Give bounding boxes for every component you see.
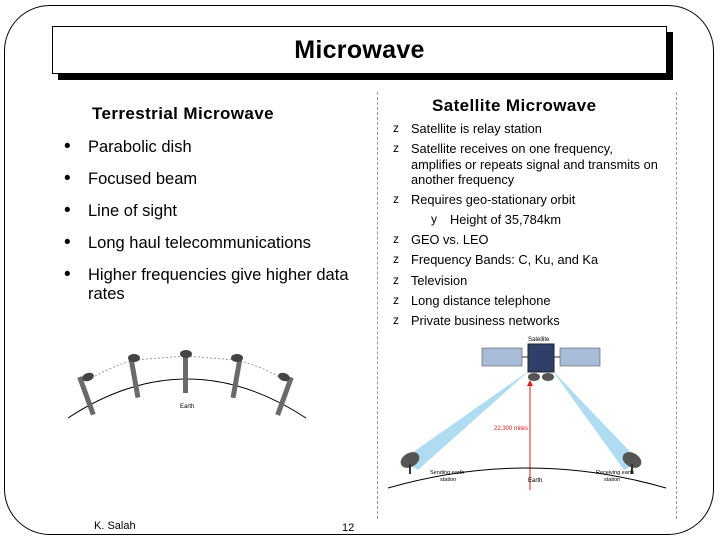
satellite-bullet: z Satellite receives on one frequency, amplifies or repeats signal and transmits on another frequency: [393, 141, 658, 188]
uplink-beam: [402, 370, 530, 470]
satellite-bullet: z GEO vs. LEO: [393, 232, 489, 248]
z-bullet-icon: z: [393, 141, 399, 156]
footer-author: K. Salah: [94, 520, 136, 532]
receiving-station-label: station: [604, 477, 621, 483]
z-bullet-icon: z: [393, 192, 399, 207]
terrestrial-bullet: • Higher frequencies give higher data rates: [62, 266, 352, 304]
y-bullet-icon: y: [431, 212, 437, 227]
satellite-label: Satellite: [528, 337, 550, 343]
satellite-bullet: z Private business networks: [393, 312, 560, 328]
terrestrial-bullet: • Focused beam: [62, 170, 352, 189]
terrestrial-earth-label: Earth: [180, 404, 195, 410]
distance-label: 22,300 miles: [494, 426, 529, 432]
satellite-diagram: [382, 330, 672, 498]
satellite-bullet-list: [393, 121, 658, 333]
column-divider-left: [377, 92, 378, 519]
sending-station-label: station: [440, 477, 457, 483]
sending-station-label: Sending earth: [430, 470, 465, 476]
satellite-earth-label: Earth: [528, 478, 543, 484]
satellite-sub-bullet: y Height of 35,784km: [431, 212, 561, 228]
satellite-icon: [482, 344, 600, 381]
z-bullet-icon: z: [393, 232, 399, 247]
receiving-station-label: Receiving earth: [596, 470, 635, 476]
terrestrial-bullet-list: [62, 138, 352, 317]
terrestrial-diagram: [62, 348, 312, 430]
terrestrial-bullet: • Long haul telecommunications: [62, 234, 352, 253]
satellite-bullet: z Satellite is relay station: [393, 121, 542, 136]
z-bullet-icon: z: [393, 252, 399, 267]
relay-tower: [128, 354, 140, 398]
terrestrial-heading: Terrestrial Microwave: [92, 104, 274, 123]
distance-arrow-up: [527, 380, 533, 386]
z-bullet-icon: z: [393, 292, 399, 307]
relay-tower: [180, 350, 192, 393]
terrestrial-bullet: • Line of sight: [62, 202, 352, 221]
z-bullet-icon: z: [393, 312, 399, 327]
satellite-bullet: z Requires geo-stationary orbit: [393, 192, 576, 208]
z-bullet-icon: z: [393, 272, 399, 287]
slide-title: Microwave: [294, 35, 425, 64]
satellite-bullet: z Long distance telephone: [393, 292, 551, 308]
title-box: [52, 26, 667, 74]
column-divider-right: [676, 92, 677, 519]
z-bullet-icon: z: [393, 121, 399, 135]
satellite-bullet: z Frequency Bands: C, Ku, and Ka: [393, 252, 599, 268]
terrestrial-bullet: • Parabolic dish: [62, 138, 352, 157]
relay-tower: [231, 354, 243, 398]
relay-tower: [77, 371, 95, 415]
satellite-bullet: z Television: [393, 272, 468, 288]
page-number: 12: [342, 522, 355, 534]
satellite-heading: Satellite Microwave: [432, 96, 597, 115]
